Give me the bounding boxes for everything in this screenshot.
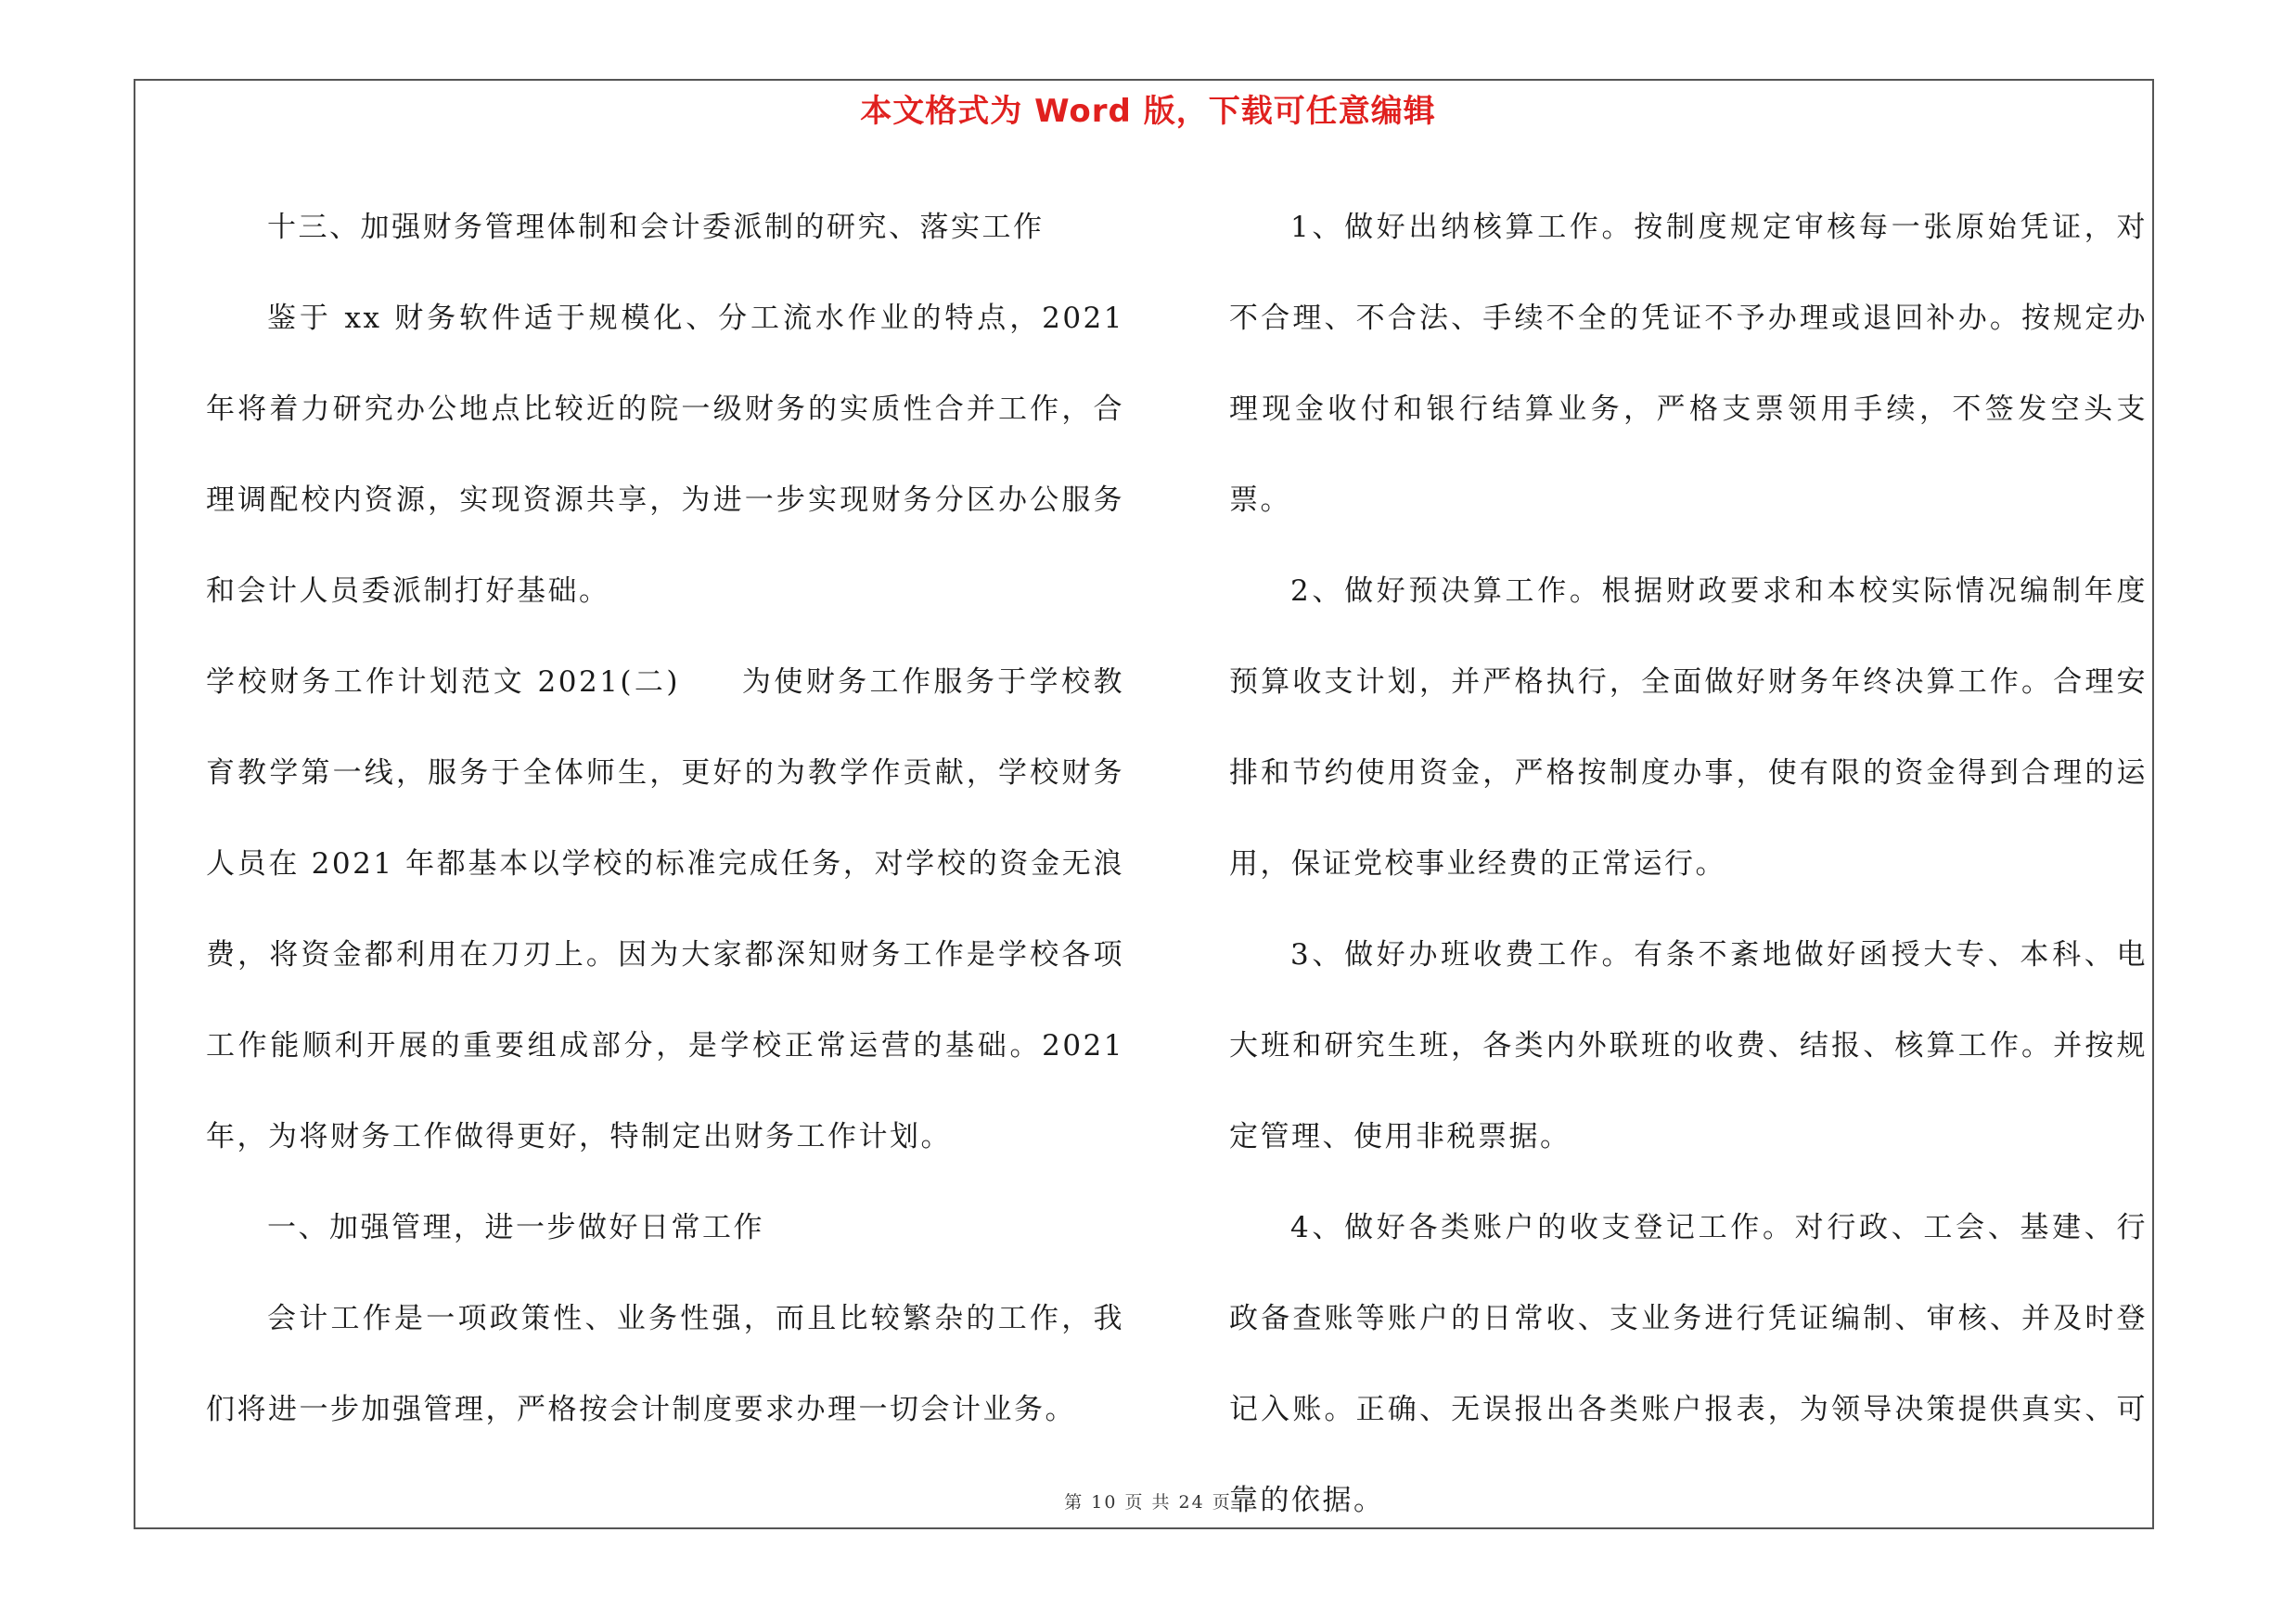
article-title: 学校财务工作计划范文 2021(二) [206, 665, 680, 699]
paragraph-accounting-work: 会计工作是一项政策性、业务性强，而且比较繁杂的工作，我们将进一步加强管理，严格按会计制度要求办理一切会计业务。 [206, 1302, 1124, 1426]
paragraph-budget-final-accounts: 2、做好预决算工作。根据财政要求和本校实际情况编制年度预算收支计划，并严格执行，全面做好财务年终决算工作。合理安排和节约使用资金，严格按制度办事，使有限的资金得到合理的运用，保证党校事业经费的正常运行。 [1229, 574, 2148, 881]
paragraph-plan-intro [206, 637, 1124, 1182]
word-format-banner: 本文格式为 Word 版，下载可任意编辑 [860, 93, 1436, 130]
left-column [206, 182, 1124, 1455]
paragraph-cashier-accounting: 1、做好出纳核算工作。按制度规定审核每一张原始凭证，对不合理、不合法、手续不全的凭证不予办理或退回补办。按规定办理现金收付和银行结算业务，严格支票领用手续，不签发空头支票。 [1229, 211, 2148, 517]
page-number-footer: 第 10 页 共 24 页 [1064, 1492, 1232, 1513]
paragraph-section-1-heading: 一、加强管理，进一步做好日常工作 [267, 1211, 764, 1244]
paragraph-software-merge: 鉴于 xx 财务软件适于规模化、分工流水作业的特点，2021 年将着力研究办公地点比较近的院一级财务的实质性合并工作，合理调配校内资源，实现资源共享，为进一步实现财务分区办公服务和会计人员委派制打好基础。 [206, 302, 1124, 608]
article-intro-text: 为使财务工作服务于学校教育教学第一线，服务于全体师生，更好的为教学作贡献，学校财务人员在 2021 年都基本以学校的标准完成任务，对学校的资金无浪费，将资金都利用在刀刃上。因为大家都深知财务工作是学校各项工作能顺利开展的重要组成部分，是学校正常运营的基础。2021 年，为将财务工作做得更好，特制定出财务工作计划。 [206, 665, 1125, 1153]
paragraph-account-registration: 4、做好各类账户的收支登记工作。对行政、工会、基建、行政备查账等账户的日常收、支业务进行凭证编制、审核、并及时登记入账。正确、无误报出各类账户报表，为领导决策提供真实、可靠的依据。 [1229, 1211, 2148, 1517]
paragraph-section-13-heading: 十三、加强财务管理体制和会计委派制的研究、落实工作 [267, 211, 1045, 244]
right-column [1229, 182, 2148, 1546]
paragraph-class-fees: 3、做好办班收费工作。有条不紊地做好函授大专、本科、电大班和研究生班，各类内外联班的收费、结报、核算工作。并按规定管理、使用非税票据。 [1229, 938, 2148, 1153]
